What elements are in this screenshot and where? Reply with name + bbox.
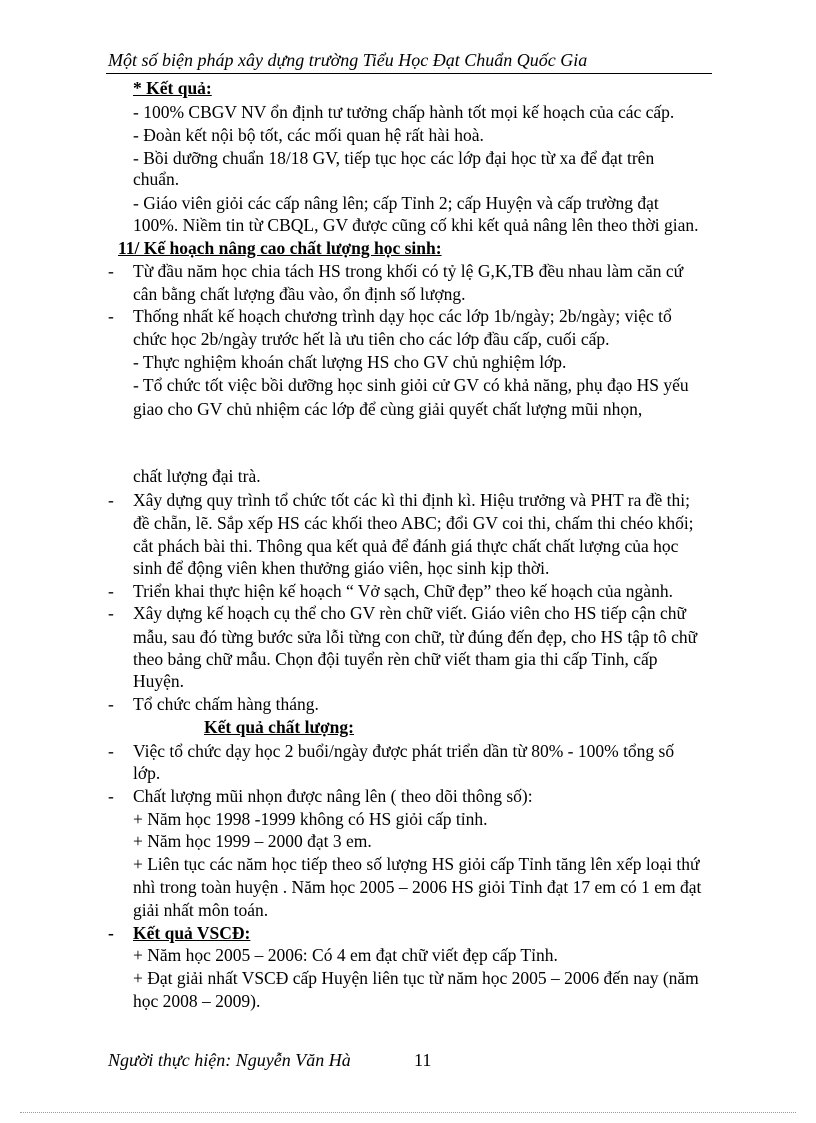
bullet-dash: - — [108, 923, 114, 943]
page-number: 11 — [414, 1050, 432, 1070]
bullet-dash: - — [108, 786, 114, 806]
results-line: - 100% CBGV NV ổn định tư tưởng chấp hành tốt mọi kế hoạch của các cấp. — [133, 102, 675, 122]
quality-heading: Kết quả chất lượng: — [204, 717, 354, 737]
plan-line: cân bằng chất lượng đầu vào, ổn định số lượng. — [133, 284, 466, 304]
plan-line: - Tổ chức tốt việc bồi dưỡng học sinh giỏi cử GV có khả năng, phụ đạo HS yếu — [133, 375, 689, 395]
results-line: - Giáo viên giỏi các cấp nâng lên; cấp Tỉnh 2; cấp Huyện và cấp trường đạt — [133, 193, 659, 213]
plan-line: sinh để động viên khen thưởng giáo viên, học sinh kịp thời. — [133, 558, 550, 578]
quality-line: lớp. — [133, 763, 161, 783]
plan-line: giao cho GV chủ nhiệm các lớp để cùng giải quyết chất lượng mũi nhọn, — [133, 399, 643, 419]
plan-line: Triển khai thực hiện kế hoạch “ Vở sạch, Chữ đẹp” theo kế hoạch của ngành. — [133, 581, 673, 601]
vscd-line: + Đạt giải nhất VSCĐ cấp Huyện liên tục từ năm học 2005 – 2006 đến nay (năm — [133, 968, 699, 988]
bullet-dash: - — [108, 741, 114, 761]
plan-line: Huyện. — [133, 671, 185, 691]
results-line: - Bồi dưỡng chuẩn 18/18 GV, tiếp tục học các lớp đại học từ xa để đạt trên — [133, 148, 655, 168]
results-line: chuẩn. — [133, 169, 180, 189]
results-line: 100%. Niềm tin từ CBQL, GV được cũng cố khi kết quả nâng lên theo thời gian. — [133, 215, 699, 235]
plan-line: chất lượng đại trà. — [133, 466, 261, 486]
quality-line: Việc tổ chức dạy học 2 buổi/ngày được phát triển dần từ 80% - 100% tổng số — [133, 741, 675, 761]
quality-line: giải nhất môn toán. — [133, 900, 269, 920]
quality-line: + Liên tục các năm học tiếp theo số lượng HS giỏi cấp Tỉnh tăng lên xếp loại thứ — [133, 854, 700, 874]
plan-line: Thống nhất kế hoạch chương trình dạy học các lớp 1b/ngày; 2b/ngày; việc tổ — [133, 306, 672, 326]
vscd-heading: Kết quả VSCĐ: — [133, 923, 251, 943]
plan-line: cắt phách bài thi. Thông qua kết quả để đánh giá thực chất chất lượng của học — [133, 536, 679, 556]
vscd-line: + Năm học 2005 – 2006: Có 4 em đạt chữ viết đẹp cấp Tỉnh. — [133, 945, 558, 965]
bullet-dash: - — [108, 694, 114, 714]
bullet-dash: - — [108, 603, 114, 623]
footer-author: Người thực hiện: Nguyễn Văn Hà — [108, 1050, 351, 1070]
plan-line: - Thực nghiệm khoán chất lượng HS cho GV chủ nghiệm lớp. — [133, 352, 567, 372]
quality-line: nhì trong toàn huyện . Năm học 2005 – 2006 HS giỏi Tỉnh đạt 17 em có 1 em đạt — [133, 877, 702, 897]
plan-line: theo bảng chữ mẫu. Chọn đội tuyển rèn chữ viết tham gia thi cấp Tỉnh, cấp — [133, 649, 658, 669]
section-heading: 11/ Kế hoạch nâng cao chất lượng học sinh: — [118, 238, 442, 258]
header-rule — [106, 73, 712, 74]
bullet-dash: - — [108, 261, 114, 281]
plan-line: Tổ chức chấm hàng tháng. — [133, 694, 319, 714]
plan-line: chức học 2b/ngày trước hết là ưu tiên cho các lớp đầu cấp, cuối cấp. — [133, 329, 610, 349]
plan-line: Xây dựng kế hoạch cụ thể cho GV rèn chữ viết. Giáo viên cho HS tiếp cận chữ — [133, 603, 686, 623]
plan-line: đề chẵn, lẽ. Sắp xếp HS các khối theo ABC; đổi GV coi thi, chấm thi chéo khối; — [133, 513, 694, 533]
plan-line: Xây dựng quy trình tổ chức tốt các kì thi định kì. Hiệu trưởng và PHT ra đề thi; — [133, 490, 690, 510]
plan-line: Từ đầu năm học chia tách HS trong khối có tỷ lệ G,K,TB đều nhau làm căn cứ — [133, 261, 684, 281]
page-bottom-divider — [20, 1112, 796, 1113]
quality-line: Chất lượng mũi nhọn được nâng lên ( theo dõi thông số): — [133, 786, 533, 806]
bullet-dash: - — [108, 306, 114, 326]
quality-line: + Năm học 1999 – 2000 đạt 3 em. — [133, 831, 372, 851]
plan-line: mẫu, sau đó từng bước sửa lỗi từng con chữ, từ đúng đến đẹp, cho HS tập tô chữ — [133, 627, 698, 647]
results-line: - Đoàn kết nội bộ tốt, các mối quan hệ rất hài hoà. — [133, 125, 484, 145]
page-header: Một số biện pháp xây dựng trường Tiểu Học Đạt Chuẩn Quốc Gia — [108, 50, 588, 70]
results-heading: * Kết quả: — [133, 78, 212, 98]
bullet-dash: - — [108, 581, 114, 601]
vscd-line: học 2008 – 2009). — [133, 991, 261, 1011]
quality-line: + Năm học 1998 -1999 không có HS giỏi cấp tỉnh. — [133, 809, 488, 829]
bullet-dash: - — [108, 490, 114, 510]
